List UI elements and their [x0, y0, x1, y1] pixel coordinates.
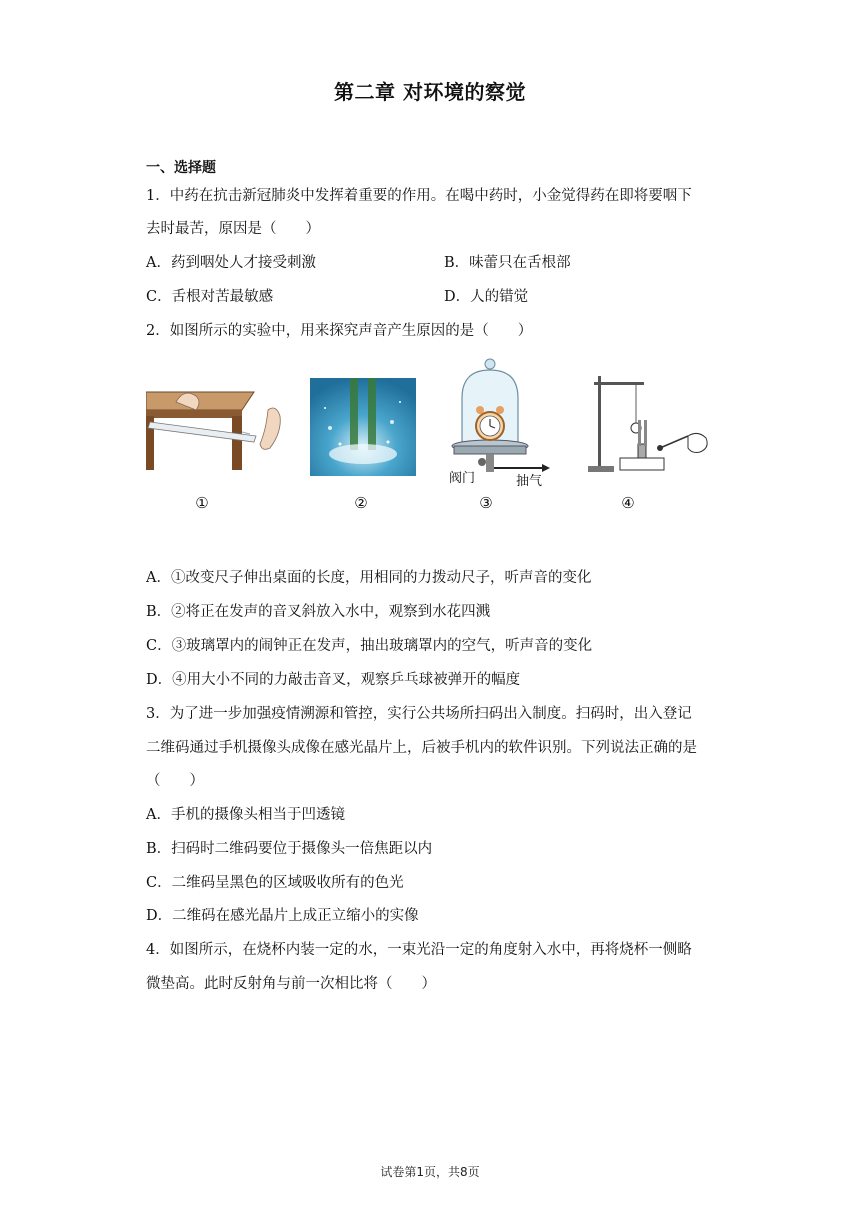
q3-stem-line3: （ ） [146, 773, 204, 789]
tuning-fork-ball-figure [584, 374, 714, 478]
q1-stem-line1: 1．中药在抗击新冠肺炎中发挥着重要的作用。在喝中药时，小金觉得药在即将要咽下 [146, 188, 692, 204]
figure-label-3: ③ [479, 494, 493, 512]
q3-option-b: B．扫码时二维码要位于摄像头一倍焦距以内 [146, 841, 433, 857]
figure-label-4: ④ [621, 494, 635, 512]
page-footer: 试卷第1页，共8页 [380, 1165, 480, 1179]
section-heading: 一、选择题 [146, 160, 216, 176]
q1-option-a: A．药到咽处人才接受刺激 [146, 255, 316, 271]
q1-stem-line2: 去时最苦，原因是（ ） [146, 221, 320, 237]
q1-option-c: C．舌根对苦最敏感 [146, 289, 274, 305]
pump-label: 抽气 [516, 474, 543, 489]
q3-option-a: A．手机的摄像头相当于凹透镜 [146, 807, 345, 823]
q1-option-b: B．味蕾只在舌根部 [444, 255, 571, 271]
q4-stem-line2: 微垫高。此时反射角与前一次相比将（ ） [146, 976, 436, 992]
q3-stem-line1: 3．为了进一步加强疫情溯源和管控，实行公共场所扫码出入制度。扫码时，出入登记 [146, 706, 692, 722]
q3-stem-line2: 二维码通过手机摄像头成像在感光晶片上，后被手机内的软件识别。下列说法正确的是 [146, 740, 697, 756]
q1-option-d: D．人的错觉 [444, 289, 529, 305]
valve-label: 阀门 [449, 471, 476, 486]
ruler-table-figure [146, 380, 296, 470]
q3-option-c: C．二维码呈黑色的区域吸收所有的色光 [146, 875, 404, 891]
q4-stem-line1: 4．如图所示，在烧杯内装一定的水，一束光沿一定的角度射入水中，再将烧杯一侧略 [146, 942, 692, 958]
tuning-fork-water-figure [310, 378, 416, 476]
q3-option-d: D．二维码在感光晶片上成正立缩小的实像 [146, 908, 419, 924]
figure-label-2: ② [354, 494, 368, 512]
q2-option-b: B．②将正在发声的音叉斜放入水中，观察到水花四溅 [146, 604, 491, 620]
figure-label-1: ① [195, 494, 209, 512]
q2-option-d: D．④用大小不同的力敲击音叉，观察乒乓球被弹开的幅度 [146, 672, 521, 688]
q2-stem: 2．如图所示的实验中，用来探究声音产生原因的是（ ） [146, 323, 533, 339]
q2-option-c: C．③玻璃罩内的闹钟正在发声，抽出玻璃罩内的空气，听声音的变化 [146, 638, 593, 654]
page-title: 第二章 对环境的察觉 [334, 80, 526, 104]
q2-option-a: A．①改变尺子伸出桌面的长度，用相同的力拨动尺子，听声音的变化 [146, 570, 592, 586]
